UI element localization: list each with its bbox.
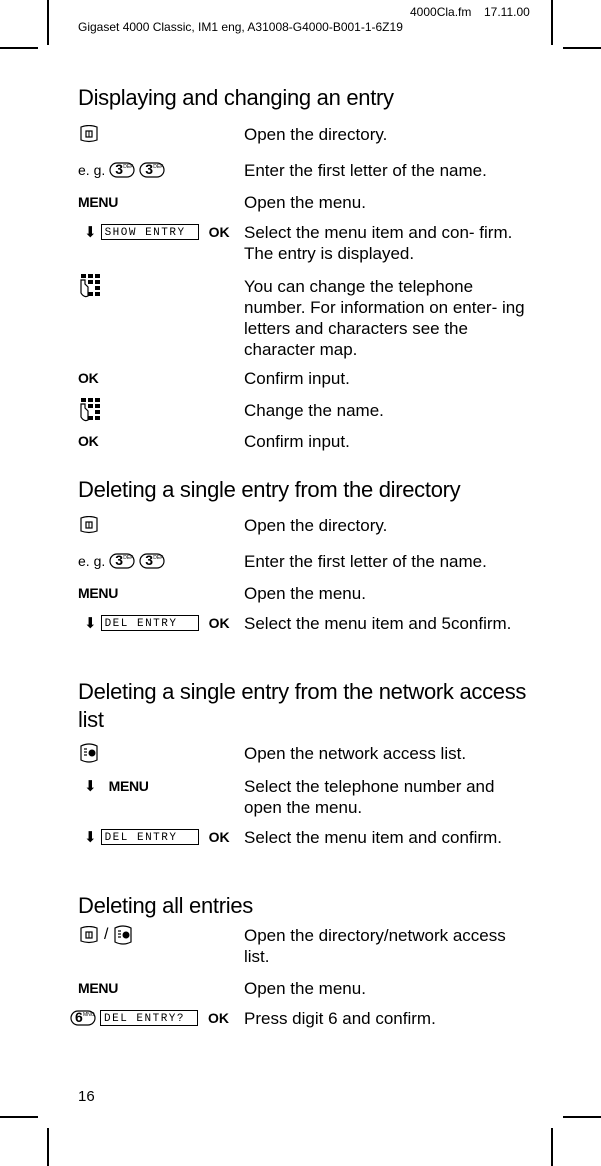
crop-mark — [0, 47, 38, 49]
keypad-icon — [78, 397, 106, 423]
instruction-text: Confirm input. — [244, 432, 350, 451]
crop-mark — [563, 47, 601, 49]
header-date: 17.11.00 — [484, 5, 530, 19]
display-menu-item: DEL ENTRY — [101, 615, 199, 631]
page-number: 16 — [78, 1088, 95, 1105]
ok-key-label: OK — [208, 1010, 229, 1026]
crop-mark — [563, 1116, 601, 1118]
instruction-text: Select the menu item and confirm. — [244, 828, 502, 847]
instruction-text: Confirm input. — [244, 369, 350, 388]
section-title: Deleting a single entry from the directory — [78, 477, 461, 502]
display-menu-item: SHOW ENTRY — [101, 224, 199, 240]
instruction-text: Select the menu item and con- firm. The entry is displayed. — [244, 223, 513, 263]
digit-3-key-icon: 3 DEF — [139, 162, 165, 178]
instruction-text: Open the menu. — [244, 979, 366, 998]
instruction-text: Open the directory. — [244, 516, 388, 535]
instruction-text: Open the directory. — [244, 125, 388, 144]
network-list-key-icon — [78, 743, 100, 763]
crop-mark — [551, 1128, 553, 1166]
header-filename: 4000Cla.fm — [410, 5, 472, 19]
display-menu-item: DEL ENTRY — [101, 829, 199, 845]
crop-mark — [551, 0, 553, 45]
section-title: Displaying and changing an entry — [78, 85, 394, 110]
instruction-text: Press digit 6 and confirm. — [244, 1009, 436, 1028]
instruction-text: Select the telephone number and open the menu. — [244, 777, 495, 817]
section-title: Deleting all entries — [78, 893, 253, 918]
instruction-text: Open the directory/network access list. — [244, 926, 506, 966]
scroll-down-icon: ⬇ — [84, 828, 97, 846]
digit-3-key-icon: 3 DEF — [109, 553, 135, 569]
menu-key-label: MENU — [78, 194, 119, 210]
example-prefix: e. g. — [78, 553, 106, 569]
instruction-text: Open the network access list. — [244, 744, 467, 763]
instruction-text: Open the menu. — [244, 193, 366, 212]
section-title: Deleting a single entry from the network access list — [78, 679, 527, 732]
menu-key-label: MENU — [78, 980, 119, 996]
directory-key-icon — [78, 125, 100, 143]
ok-key-label: OK — [78, 370, 99, 386]
digit-3-key-icon: 3 DEF — [139, 553, 165, 569]
ok-key-label: OK — [78, 433, 99, 449]
ok-key-label: OK — [208, 615, 230, 631]
scroll-down-icon: ⬇ — [84, 614, 97, 632]
crop-mark — [0, 1116, 38, 1118]
ok-key-label: OK — [208, 829, 230, 845]
crop-mark — [47, 1128, 49, 1166]
ok-key-label: OK — [208, 224, 230, 240]
menu-key-label: MENU — [78, 585, 119, 601]
scroll-down-icon: ⬇ — [84, 777, 97, 795]
separator-slash: / — [104, 926, 109, 943]
scroll-down-icon: ⬇ — [84, 223, 97, 241]
header-doc-id: Gigaset 4000 Classic, IM1 eng, A31008-G4000-B001-1-6Z19 — [78, 20, 403, 34]
example-prefix: e. g. — [78, 162, 106, 178]
instruction-text: Select the menu item and 5confirm. — [244, 614, 512, 633]
directory-key-icon — [78, 926, 100, 944]
instruction-text: Enter the first letter of the name. — [244, 161, 487, 180]
directory-key-icon — [78, 516, 100, 534]
display-menu-item: DEL ENTRY? — [100, 1010, 198, 1026]
instruction-text: You can change the telephone number. For information on enter- ing letters and characters see the character map. — [244, 277, 525, 359]
instruction-text: Enter the first letter of the name. — [244, 552, 487, 571]
instruction-text: Open the menu. — [244, 584, 366, 603]
menu-key-label: MENU — [108, 778, 149, 794]
digit-6-key-icon: 6 MNO — [70, 1010, 96, 1026]
crop-mark — [47, 0, 49, 45]
keypad-icon — [78, 273, 106, 299]
digit-3-key-icon: 3 DEF — [109, 162, 135, 178]
network-list-key-icon — [112, 925, 134, 945]
instruction-text: Change the name. — [244, 401, 384, 420]
